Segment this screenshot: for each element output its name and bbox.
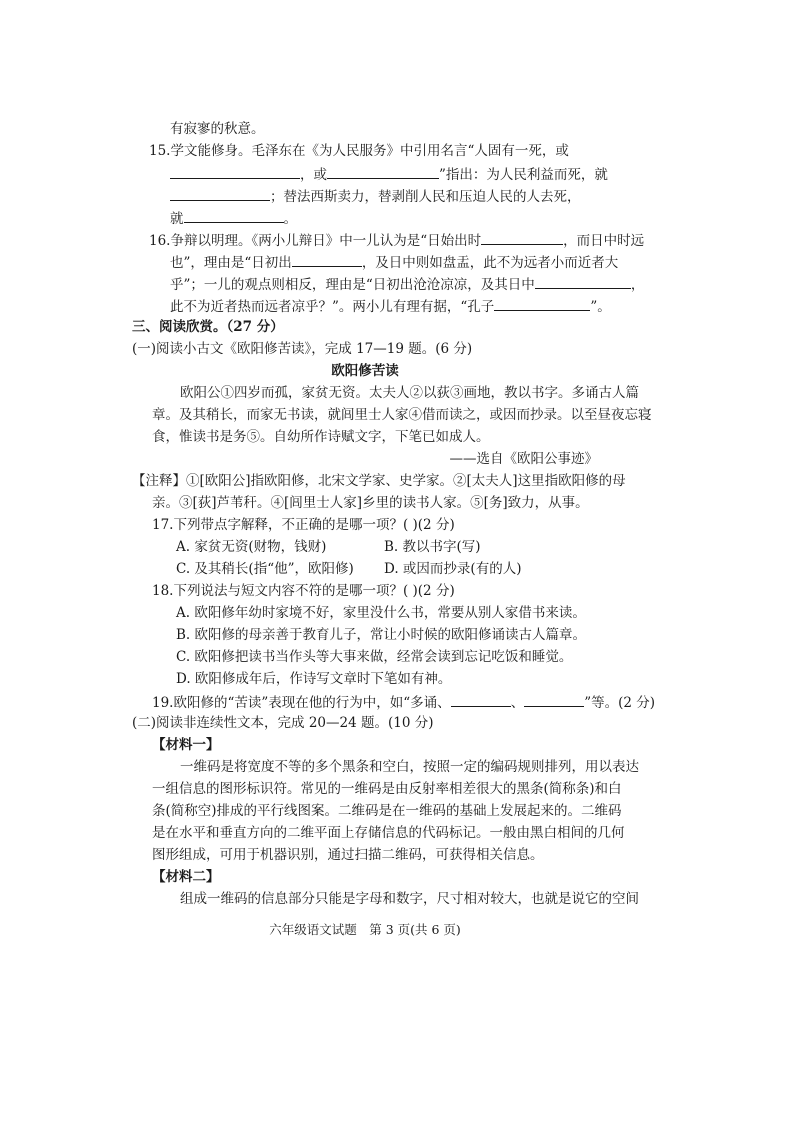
part-2-intro: (二)阅读非连续性文本，完成 20—24 题。(10 分)	[132, 715, 434, 731]
answer-blank[interactable]	[494, 296, 590, 311]
annotation-line: 【注释】①[欧阳公]指欧阳修，北宋文学家、史学家。②[太夫人]这里指欧阳修的母	[132, 473, 626, 489]
option-c[interactable]: C. 欧阳修把读书当作头等大事来做，经常会读到忘记吃饭和睡觉。	[176, 649, 573, 665]
question-16-line-3: 乎”；一儿的观点则相反，理由是“日初出沧沧凉凉，及其日中 ，	[170, 274, 644, 295]
answer-blank[interactable]	[170, 186, 270, 201]
option-b[interactable]: B. 教以书字(写)	[384, 539, 481, 555]
passage-source: ——选自《欧阳公事迹》	[449, 451, 598, 467]
answer-blank[interactable]	[535, 274, 631, 289]
answer-blank[interactable]	[184, 208, 284, 223]
option-d[interactable]: D. 欧阳修成年后，作诗写文章时下笔如有神。	[176, 671, 452, 687]
question-17-stem: 17.下列带点字解释，不正确的是哪一项？( )(2 分)	[152, 517, 455, 533]
answer-blank[interactable]	[170, 164, 300, 179]
answer-blank[interactable]	[524, 692, 584, 707]
question-15-line-2: ，或 ”指出：为人民利益而死，就	[170, 164, 608, 185]
annotation-line: 亲。③[荻]芦苇秆。④[闾里士人家]乡里的读书人家。⑤[务]致力，从事。	[152, 495, 589, 511]
question-16-line-2: 也”，理由是“日初出 ，及日中则如盘盂，此不为远者小而近者大	[170, 252, 618, 273]
option-c[interactable]: C. 及其稍长(指“他”，欧阳修)	[176, 561, 354, 577]
passage-line: 食，惟读书是务⑤。自幼所作诗赋文字，下笔已如成人。	[152, 429, 490, 445]
question-16-line-4: 此不为近者热而远者凉乎？”。两小儿有理有据，“孔子 ”。	[170, 296, 611, 317]
material-line: 一维码是将宽度不等的多个黑条和空白，按照一定的编码规则排列，用以表达	[180, 759, 639, 775]
part-1-intro: (一)阅读小古文《欧阳修苦读》，完成 17—19 题。(6 分)	[132, 341, 473, 357]
option-d[interactable]: D. 或因而抄录(有的人)	[384, 561, 522, 577]
answer-blank[interactable]	[327, 164, 439, 179]
section-heading: 三、阅读欣赏。（27 分）	[132, 319, 284, 335]
answer-blank[interactable]	[292, 252, 362, 267]
question-19-stem: 19.欧阳修的“苦读”表现在他的行为中，如“多诵、 、 ”等。(2 分)	[152, 692, 655, 713]
material-line: 一组信息的图形标识符。常见的一维码是由反射率相差很大的黑条(简称条)和白	[152, 781, 622, 797]
answer-blank[interactable]	[451, 692, 511, 707]
question-15-stem: 15.学文能修身。毛泽东在《为人民服务》中引用名言“人固有一死，或	[149, 143, 569, 159]
passage-line: 欧阳公①四岁而孤，家贫无资。太夫人②以荻③画地，教以书字。多诵古人篇	[180, 385, 639, 401]
material-line: 图形组成，可用于机器识别，通过扫描二维码，可获得相关信息。	[152, 847, 544, 863]
option-b[interactable]: B. 欧阳修的母亲善于教育儿子，常让小时候的欧阳修诵读古人篇章。	[176, 627, 587, 643]
passage-title: 欧阳修苦读	[331, 363, 399, 379]
question-15-line-3: ；替法西斯卖力，替剥削人民和压迫人民的人去死，	[170, 186, 581, 207]
material-line: 是在水平和垂直方向的二维平面上存储信息的代码标记。一般由黑白相间的几何	[152, 825, 625, 841]
answer-blank[interactable]	[481, 230, 563, 245]
text-line: 有寂寥的秋意。	[170, 121, 265, 137]
material-2-heading: 【材料二】	[152, 869, 220, 885]
material-line: 条(简称空)排成的平行线图案。二维码是在一维码的基础上发展起来的。二维码	[152, 803, 622, 819]
question-18-stem: 18.下列说法与短文内容不符的是哪一项？( )(2 分)	[152, 583, 455, 599]
material-line: 组成一维码的信息部分只能是字母和数字，尺寸相对较大，也就是说它的空间	[180, 891, 639, 907]
option-a[interactable]: A. 家贫无资(财物，钱财)	[176, 539, 327, 555]
page-footer: 六年级语文试题 第 3 页(共 6 页)	[269, 922, 461, 937]
question-15-line-4: 就 。	[170, 208, 297, 229]
passage-line: 章。及其稍长，而家无书读，就闾里士人家④借而读之，或因而抄录。以至昼夜忘寝	[152, 407, 652, 423]
material-1-heading: 【材料一】	[152, 737, 220, 753]
question-16-line-1: 16.争辩以明理。《两小儿辩日》中一儿认为是“日始出时 ，而日中时远	[149, 230, 644, 251]
option-a[interactable]: A. 欧阳修年幼时家境不好，家里没什么书，常要从别人家借书来读。	[176, 605, 586, 621]
